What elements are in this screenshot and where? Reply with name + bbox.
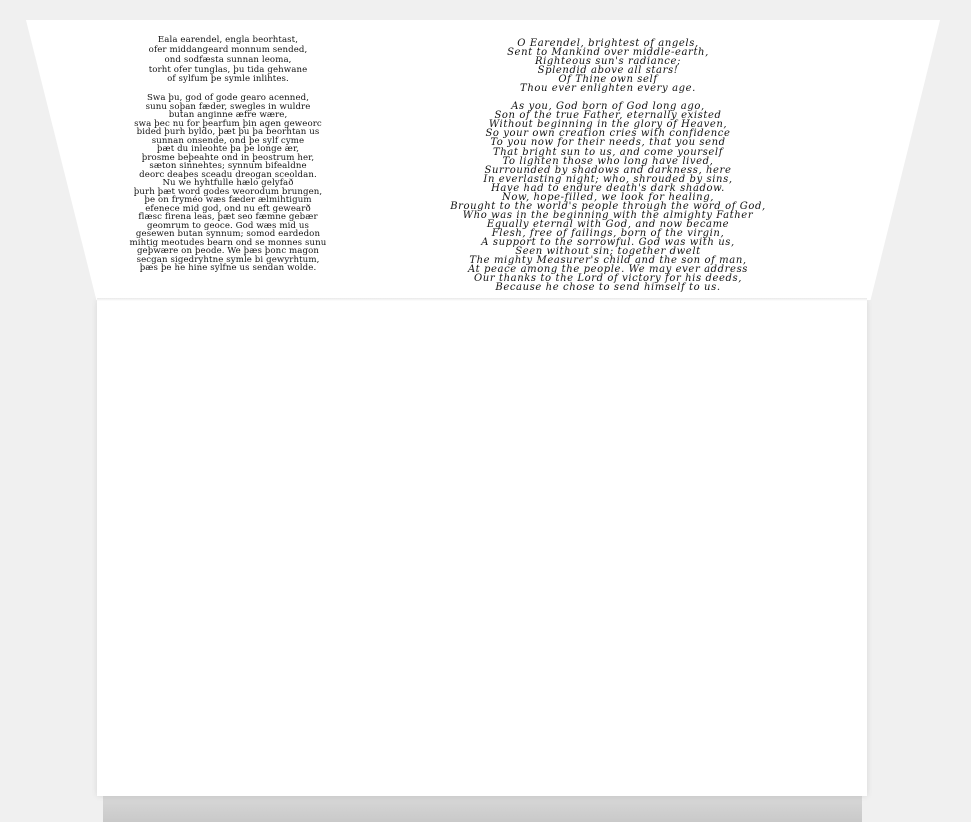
- poem-line: swa þec nu for þearfum þin agen geweorc: [134, 118, 322, 129]
- modern-english-stanza-1: [398, 39, 818, 93]
- poem-line: bided þurh byldo, þæt þu þa beorhtan us: [136, 127, 320, 138]
- poem-line: Equally eternal with God, and now became: [486, 218, 730, 230]
- poem-line: O Earendel, brightest of angels,: [517, 38, 699, 49]
- poem-line: Flesh, free of failings, born of the virgin,: [491, 227, 725, 239]
- poem-line: þe on fryméo wæs fæder ælmihtigum: [144, 195, 312, 206]
- poem-line: That bright sun to us, and come yourself: [492, 146, 724, 158]
- poem-line: mihtig meotudes bearn ond se monnes sunu: [129, 237, 327, 248]
- card-fold-line: [97, 298, 867, 301]
- old-english-stanza-1: [98, 36, 358, 85]
- poem-line: secgan sigedryhtne symle bi gewyrhtum,: [136, 254, 320, 265]
- poem-line: geomrum to geoce. God wæs mid us: [146, 220, 310, 231]
- poem-line: Have had to endure death's dark shadow.: [491, 182, 725, 194]
- poem-line: gesewen butan synnum; somod eardedon: [135, 229, 321, 240]
- card-inside-panel: [97, 300, 867, 796]
- poem-line: Because he chose to send himself to us.: [495, 282, 721, 294]
- poem-line: of sylfum þe symle inlihtes.: [167, 74, 289, 85]
- modern-english-poem: [398, 39, 818, 292]
- poem-line: Eala earendel, engla beorhtast,: [157, 35, 299, 45]
- poem-line: þrosme beþeahte ond in þeostrum her,: [141, 152, 315, 163]
- poem-line: Now, hope-filled, we look for healing,: [502, 191, 714, 203]
- poem-line: Thou ever enlighten every age.: [520, 83, 696, 95]
- poem-line: Who was in the beginning with the almighty Father: [462, 209, 754, 221]
- card-bottom-edge: [103, 796, 862, 822]
- poem-line: To you now for their needs, that you send: [490, 137, 726, 149]
- poem-line: Son of the true Father, eternally existed: [494, 110, 722, 122]
- poem-line: Seen without sin; together dwelt: [515, 246, 701, 258]
- poem-line: torht ofer tunglas, þu tida gehwane: [148, 64, 308, 75]
- poem-line: ond sodfæsta sunnan leoma,: [164, 54, 292, 65]
- poem-line: To lighten those who long have lived,: [502, 155, 714, 167]
- old-english-poem: [98, 36, 358, 273]
- poem-line: flæsc firena leas, þæt seo fæmne gebær: [138, 212, 318, 223]
- old-english-stanza-2: [98, 94, 358, 273]
- poem-line: þurh þæt word godes weorodum brungen,: [133, 186, 323, 197]
- poem-line: þæt du inleohte þa þe longe ær,: [156, 144, 300, 155]
- poem-line: In everlasting night; who, shrouded by sins,: [483, 173, 733, 185]
- poem-line: So your own creation cries with confidence: [485, 128, 731, 140]
- poem-line: Righteous sun's radiance;: [535, 56, 681, 68]
- poem-line: Splendid above all stars!: [537, 65, 679, 77]
- poem-line: As you, God born of God long ago,: [511, 101, 705, 113]
- poem-line: Of Thine own self: [558, 74, 658, 86]
- poem-line: Our thanks to the Lord of victory for his deeds,: [474, 273, 742, 285]
- poem-line: Without beginning in the glory of Heaven,: [488, 119, 728, 131]
- poem-line: efenece mid god, ond nu eft gewearð: [145, 203, 311, 214]
- poem-line: ofer middangeard monnum sended,: [148, 44, 308, 55]
- poem-line: Brought to the world's people through the word of God,: [450, 200, 766, 212]
- poem-line: deorc deaþes sceadu dreogan sceoldan.: [139, 169, 317, 180]
- poem-line: A support to the sorrowful. God was with us,: [481, 236, 735, 248]
- poem-line: Swa þu, god of gode gearo acenned,: [146, 93, 310, 104]
- poem-line: The mighty Measurer's child and the son of man,: [469, 255, 747, 267]
- poem-line: sunu soþan fæder, swegles in wuldre: [145, 101, 311, 112]
- poem-line: þæs þe he hine sylfne us sendan wolde.: [139, 263, 317, 274]
- poem-line: At peace among the people. We may ever address: [467, 264, 749, 276]
- poem-line: Surrounded by shadows and darkness, here: [484, 164, 732, 176]
- poem-line: Nu we hyhtfulle hælo gelyfað: [162, 178, 294, 189]
- poem-line: sæton sinnehtes; synnum bifealdne: [149, 161, 307, 172]
- modern-english-stanza-2: [398, 102, 818, 292]
- poem-line: Sent to Mankind over middle-earth,: [507, 47, 709, 59]
- poem-line: geþwære on þeode. We þæs þonc magon: [136, 246, 320, 257]
- poem-line: sunnan onsende, ond þe sylf cyme: [151, 135, 305, 146]
- poem-line: butan anginne æfre wære,: [168, 110, 288, 121]
